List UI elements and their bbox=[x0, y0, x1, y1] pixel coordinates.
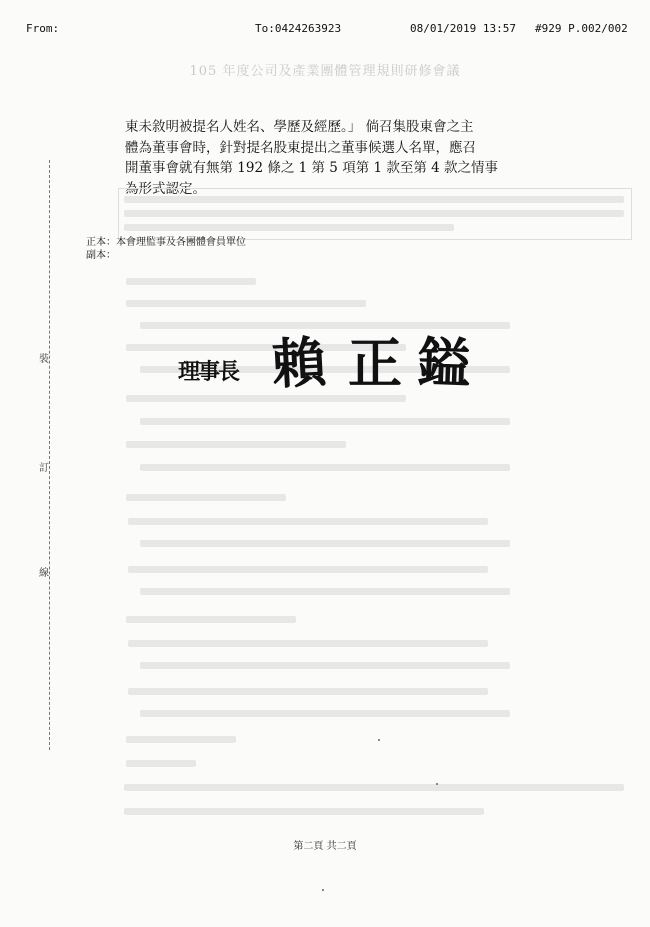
binding-mark: 線 bbox=[39, 562, 49, 581]
body-line: 東未敘明被提名人姓名、學歷及經歷。」 倘召集股東會之主 bbox=[125, 119, 474, 135]
copy-label: 副本： bbox=[86, 250, 116, 261]
recipients-block bbox=[86, 236, 246, 262]
body-paragraph bbox=[125, 117, 595, 199]
original-recipients bbox=[86, 236, 246, 249]
binding-mark: 裝 bbox=[39, 348, 49, 367]
fax-to-number: To:0424263923 bbox=[255, 22, 342, 35]
copy-recipients bbox=[86, 249, 246, 262]
original-value: 本會理監事及各團體會員單位 bbox=[116, 237, 246, 248]
binding-mark: 訂 bbox=[39, 457, 49, 476]
scan-speck bbox=[436, 783, 438, 785]
seal-name-char: 鎰 bbox=[415, 330, 473, 396]
faint-underlying-title: 105 年度公司及產業團體管理規則研修會議 bbox=[189, 64, 461, 79]
scan-speck bbox=[378, 739, 380, 741]
fax-datetime: 08/01/2019 13:57 bbox=[410, 22, 516, 35]
fax-from: From: bbox=[26, 22, 60, 35]
original-label: 正本： bbox=[86, 237, 116, 248]
body-line: 為形式認定。 bbox=[125, 180, 206, 197]
body-line: 體為董事會時，針對提名股東提出之董事候選人名單，應召 bbox=[125, 139, 476, 156]
fax-header bbox=[0, 22, 650, 38]
seal-name-char: 正 bbox=[348, 331, 402, 395]
chairman-seal bbox=[172, 331, 472, 403]
body-line: 開董事會就有無第 192 條之 1 第 5 項第 1 款至第 4 款之情事 bbox=[125, 160, 499, 176]
page-footer: 第二頁 共二頁 bbox=[293, 841, 357, 852]
seal-title: 理事長 bbox=[178, 359, 239, 385]
fax-page-number: #929 P.002/002 bbox=[535, 22, 628, 35]
binding-line bbox=[49, 160, 50, 750]
scan-speck bbox=[322, 889, 324, 891]
seal-name-char: 賴 bbox=[270, 329, 328, 397]
